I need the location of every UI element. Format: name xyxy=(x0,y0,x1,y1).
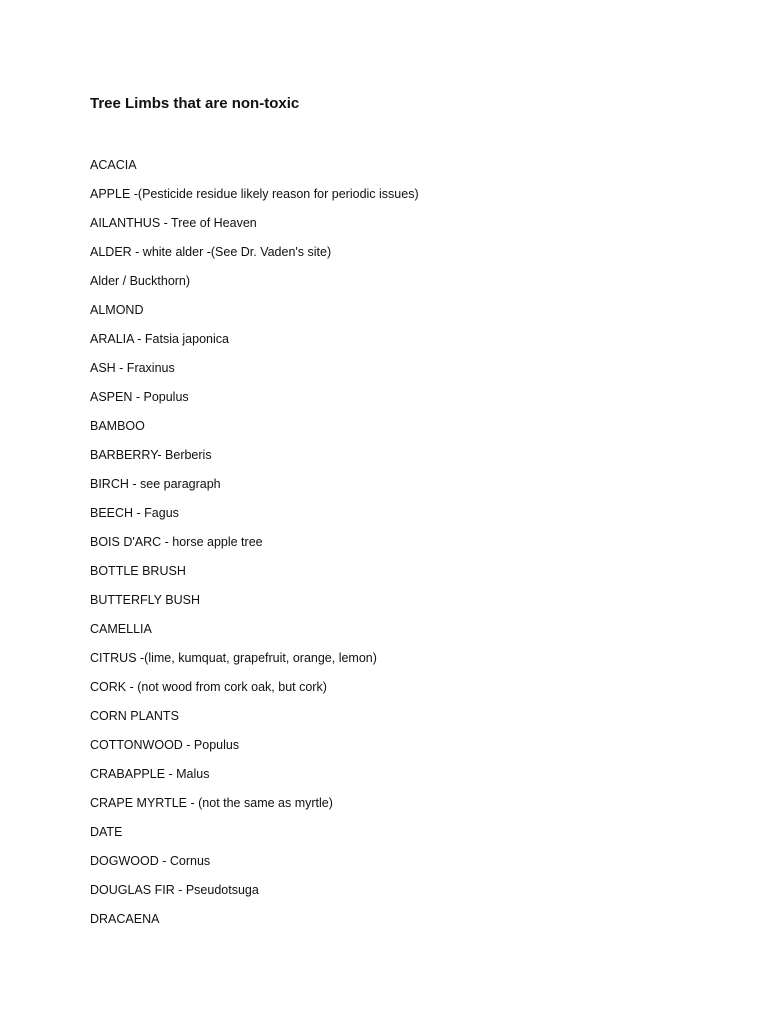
tree-entry: BUTTERFLY BUSH xyxy=(90,593,200,607)
document-title: Tree Limbs that are non-toxic xyxy=(90,95,300,112)
tree-list xyxy=(90,155,419,938)
tree-entry: APPLE -(Pesticide residue likely reason for periodic issues) xyxy=(90,187,419,201)
tree-entry: ALDER - white alder -(See Dr. Vaden's site) xyxy=(90,245,332,259)
tree-entry: CORK - (not wood from cork oak, but cork) xyxy=(90,680,327,694)
tree-entry: BIRCH - see paragraph xyxy=(90,477,221,491)
tree-entry: DRACAENA xyxy=(90,912,160,926)
tree-entry: ALMOND xyxy=(90,303,144,317)
tree-entry: BOIS D'ARC - horse apple tree xyxy=(90,535,263,549)
tree-entry: ACACIA xyxy=(90,158,137,172)
tree-entry: CITRUS -(lime, kumquat, grapefruit, orange, lemon) xyxy=(90,651,377,665)
tree-entry: BOTTLE BRUSH xyxy=(90,564,186,578)
tree-entry: CAMELLIA xyxy=(90,622,152,636)
tree-entry: BAMBOO xyxy=(90,419,145,433)
tree-entry: AILANTHUS - Tree of Heaven xyxy=(90,216,257,230)
tree-entry: ARALIA - Fatsia japonica xyxy=(90,332,229,346)
tree-entry: CRAPE MYRTLE - (not the same as myrtle) xyxy=(90,796,333,810)
tree-entry: Alder / Buckthorn) xyxy=(90,274,191,288)
tree-entry: DOGWOOD - Cornus xyxy=(90,854,211,868)
tree-entry: COTTONWOOD - Populus xyxy=(90,738,240,752)
tree-entry: ASPEN - Populus xyxy=(90,390,189,404)
tree-entry: BEECH - Fagus xyxy=(90,506,179,520)
tree-entry: ASH - Fraxinus xyxy=(90,361,175,375)
tree-entry: DOUGLAS FIR - Pseudotsuga xyxy=(90,883,259,897)
tree-entry: BARBERRY- Berberis xyxy=(90,448,212,462)
tree-entry: CORN PLANTS xyxy=(90,709,179,723)
tree-entry: DATE xyxy=(90,825,123,839)
tree-entry: CRABAPPLE - Malus xyxy=(90,767,210,781)
